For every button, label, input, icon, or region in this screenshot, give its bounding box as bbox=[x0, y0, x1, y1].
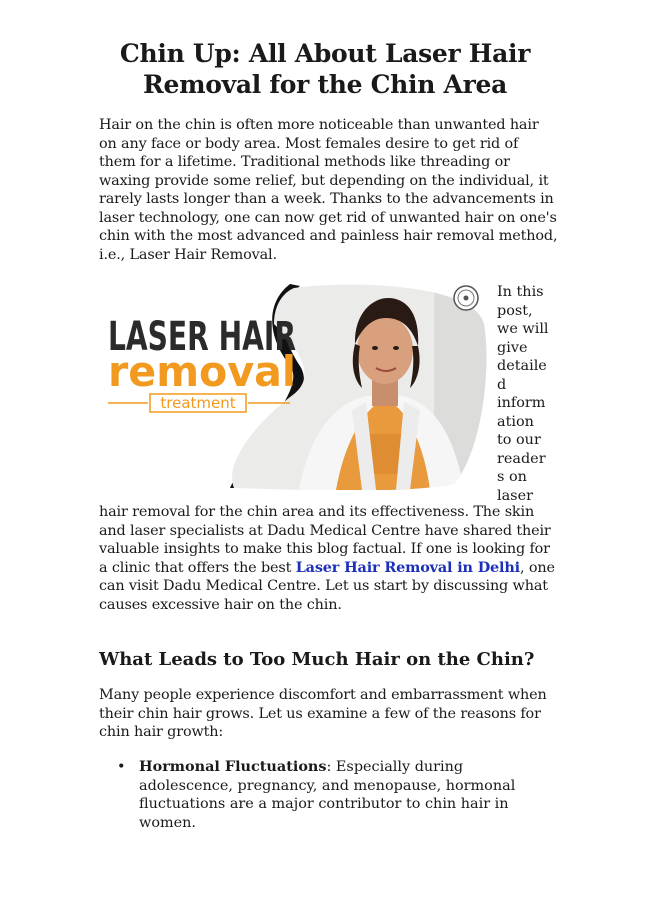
wrapped-line: ation bbox=[497, 413, 534, 430]
wrapped-line: give bbox=[497, 339, 528, 356]
list-item-text: : Especially during adolescence, pregnancy, and menopause, hormonal fluctuations are a major contributor to chin hair in women. bbox=[139, 759, 516, 831]
graphic-line3: treatment bbox=[160, 394, 236, 412]
wrapped-line: inform bbox=[497, 395, 546, 411]
wrapped-text-column bbox=[497, 283, 559, 505]
laser-hair-removal-delhi-link[interactable]: Laser Hair Removal in Delhi bbox=[295, 558, 520, 576]
section-heading: What Leads to Too Much Hair on the Chin? bbox=[99, 649, 535, 670]
wrapped-line: we will bbox=[497, 321, 549, 337]
wrapped-line: d bbox=[497, 376, 507, 393]
laser-hair-removal-image bbox=[104, 284, 488, 490]
wrapped-line: laser bbox=[497, 487, 533, 504]
body-paragraph-2 bbox=[99, 503, 559, 614]
list-item-term: Hormonal Fluctuations bbox=[139, 758, 327, 775]
intro-paragraph: Hair on the chin is often more noticeable than unwanted hair on any face or body area. Most females desire to get rid of them for a lifetime. Traditional methods like threading or waxing provide some relief, but depending on the individual, it rarely lasts longer than a week. Thanks to the advancements in laser technology, one can now get rid of unwanted hair on one's chin with the most advanced and painless hair removal method, i.e., Laser Hair Removal. bbox=[99, 117, 558, 263]
wrapped-line: detaile bbox=[497, 358, 547, 374]
wrapped-line: post, bbox=[497, 302, 533, 319]
wrapped-line: In this bbox=[497, 284, 544, 300]
list-item bbox=[99, 758, 539, 832]
wrapped-line: reader bbox=[497, 450, 546, 467]
graphic-line1: LASER HAIR bbox=[108, 314, 296, 360]
laser-hair-removal-graphic bbox=[104, 284, 488, 490]
para2-text-after: , one can visit Dadu Medical Centre. Let us start by discussing what causes excessive hair on the chin. bbox=[99, 559, 555, 613]
wrapped-line: s on bbox=[497, 469, 527, 485]
para2-text-before: hair removal for the chin area and its effectiveness. The skin and laser specialists at Dadu Medical Centre have shared their valuable insights to make this blog factual. If one is looking for a clinic that offers the best bbox=[99, 504, 551, 576]
reasons-list bbox=[99, 758, 539, 832]
graphic-line2: removal bbox=[108, 347, 296, 396]
body-paragraph-3: Many people experience discomfort and embarrassment when their chin hair grows. Let us examine a few of the reasons for chin hair growth: bbox=[99, 687, 547, 740]
article-title: Chin Up: All About Laser Hair Removal for the Chin Area bbox=[119, 39, 531, 99]
bullet-icon: • bbox=[117, 759, 126, 775]
wrapped-line: to our bbox=[497, 432, 541, 448]
clinic-logo-icon bbox=[454, 286, 478, 310]
